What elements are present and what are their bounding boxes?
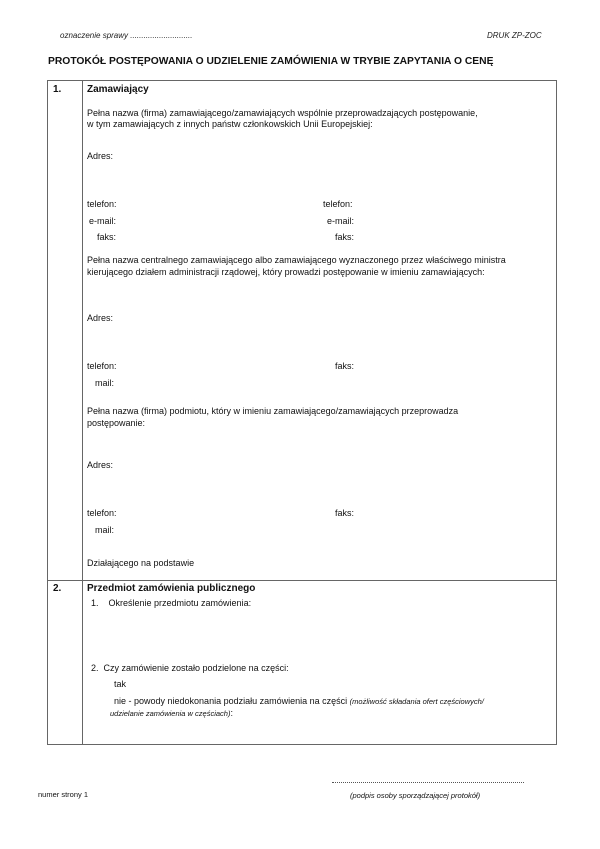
section-2-heading: Przedmiot zamówienia publicznego	[87, 583, 256, 594]
central-label-line2: kierującego działem administracji rządowej, który prowadzi postępowanie w imieniu zamawiających:	[87, 267, 485, 277]
document-title: PROTOKÓŁ POSTĘPOWANIA O UDZIELENIE ZAMÓWIENIA W TRYBIE ZAPYTANIA O CENĘ	[48, 56, 494, 67]
page-number: numer strony 1	[38, 790, 89, 799]
address-field-2[interactable]: Adres:	[87, 313, 114, 323]
fax-field-left[interactable]: faks:	[97, 232, 117, 242]
mail-field-3[interactable]: mail:	[95, 525, 115, 535]
mail-field-2[interactable]: mail:	[95, 378, 115, 388]
section-1-heading: Zamawiający	[87, 84, 149, 95]
colon: :	[230, 708, 233, 718]
phone-field-3[interactable]: telefon:	[87, 508, 117, 518]
fax-field-right[interactable]: faks:	[335, 232, 355, 242]
phone-field-left[interactable]: telefon:	[87, 199, 117, 209]
section-2-number: 2.	[53, 583, 62, 594]
section-1-number: 1.	[53, 84, 62, 95]
address-field-3[interactable]: Adres:	[87, 460, 114, 470]
phone-field-2[interactable]: telefon:	[87, 361, 117, 371]
signature-label: (podpis osoby sporządzającej protokół)	[350, 791, 481, 800]
protocol-table	[47, 80, 557, 745]
column-divider	[82, 81, 83, 744]
entity-label-line2: postępowanie:	[87, 418, 146, 428]
split-question-label: 2. Czy zamówienie zostało podzielone na części:	[91, 663, 289, 673]
row-divider	[48, 580, 556, 581]
option-yes[interactable]: tak	[114, 679, 127, 689]
signature-line[interactable]	[332, 782, 524, 783]
option-no-label: nie - powody niedokonania podziału zamówienia na części	[114, 696, 348, 706]
option-no[interactable]	[114, 696, 484, 707]
central-label-line1: Pełna nazwa centralnego zamawiającego albo zamawiającego wyznaczonego przez właściwego ministra	[87, 255, 506, 265]
subject-definition-field[interactable]: 1. Określenie przedmiotu zamówienia:	[91, 598, 252, 608]
case-designation: oznaczenie sprawy ............................	[60, 31, 193, 40]
legal-basis-field[interactable]: Działającego na podstawie	[87, 558, 195, 568]
option-no-continued	[110, 708, 233, 719]
email-field-right[interactable]: e-mail:	[327, 216, 355, 226]
entity-label-line1: Pełna nazwa (firma) podmiotu, który w imieniu zamawiającego/zamawiających przeprowadza	[87, 406, 459, 416]
fax-field-3[interactable]: faks:	[335, 508, 355, 518]
fax-field-2[interactable]: faks:	[335, 361, 355, 371]
full-name-label-line2: w tym zamawiających z innych państw członkowskich Unii Europejskiej:	[87, 119, 373, 129]
full-name-label-line1: Pełna nazwa (firma) zamawiającego/zamawiających wspólnie przeprowadzających postępowanie,	[87, 108, 478, 118]
form-code: DRUK ZP-ZOC	[487, 31, 542, 40]
email-field-left[interactable]: e-mail:	[89, 216, 117, 226]
option-no-note-line2: udzielanie zamówienia w częściach)	[110, 709, 231, 718]
address-field-1[interactable]: Adres:	[87, 151, 114, 161]
phone-field-right[interactable]: telefon:	[323, 199, 353, 209]
option-no-note-line1: (możliwość składania ofert częściowych/	[349, 697, 484, 706]
